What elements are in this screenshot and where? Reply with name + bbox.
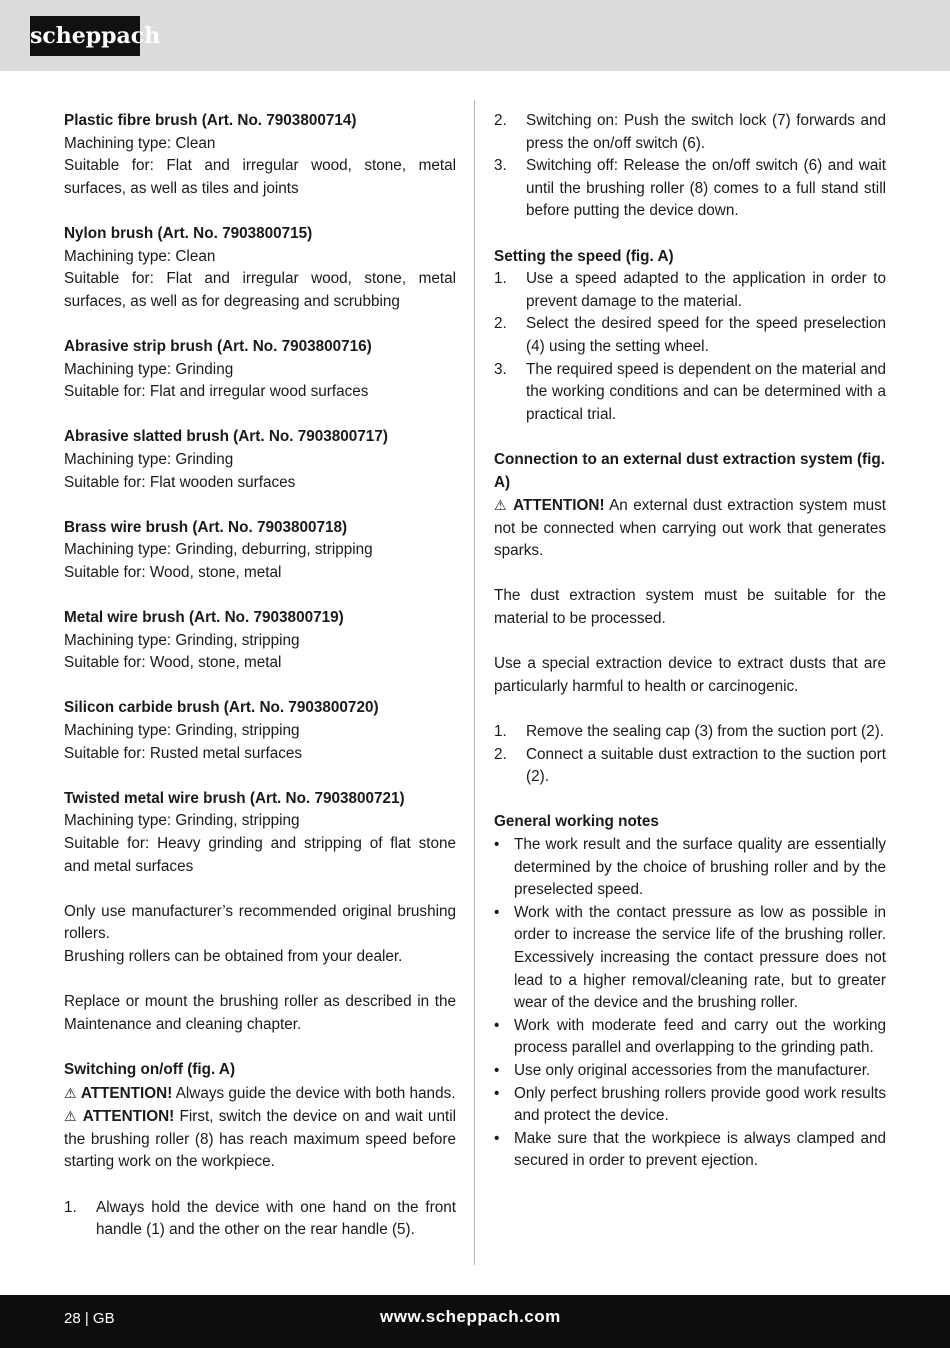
dust-suitable-text: The dust extraction system must be suitable for the material to be processed. bbox=[494, 587, 886, 628]
brush-suitable: Suitable for: Flat and irregular wood, stone, metal surfaces, as well as tiles and joints bbox=[64, 157, 456, 197]
step-number: 2. bbox=[494, 315, 507, 333]
numbered-step bbox=[494, 268, 886, 313]
brush-suitable: Suitable for: Flat and irregular wood, stone, metal surfaces, as well as for degreasing and scrubbing bbox=[64, 270, 456, 310]
brush-suitable: Suitable for: Wood, stone, metal bbox=[64, 654, 282, 672]
warning-triangle-icon: ⚠ bbox=[494, 497, 508, 514]
switching-heading: Switching on/off (fig. A) bbox=[64, 1060, 236, 1078]
column-divider bbox=[474, 100, 475, 1265]
brush-title: Plastic fibre brush (Art. No. 7903800714) bbox=[64, 112, 357, 129]
brush-title: Abrasive strip brush (Art. No. 7903800716) bbox=[64, 337, 372, 355]
list-item bbox=[494, 1128, 886, 1173]
list-item-text: Make sure that the workpiece is always clamped and secured in order to prevent ejection. bbox=[514, 1129, 886, 1170]
brush-type: Machining type: Grinding bbox=[64, 360, 234, 378]
notes-heading: General working notes bbox=[494, 813, 659, 831]
numbered-step bbox=[494, 155, 886, 223]
step-text: Switching on: Push the switch lock (7) forwards and press the on/off switch (6). bbox=[526, 112, 886, 152]
brush-type: Machining type: Clean bbox=[64, 247, 216, 265]
left-column bbox=[64, 110, 456, 1242]
attention-text: An external dust extraction system must not be connected when carrying out work that generates sparks. bbox=[494, 497, 886, 560]
bullet: • bbox=[494, 1129, 500, 1147]
step-number: 2. bbox=[494, 745, 507, 763]
bullet: • bbox=[494, 1084, 500, 1102]
numbered-step bbox=[494, 744, 886, 789]
step-text: Switching off: Release the on/off switch (6) and wait until the brushing roller (8) comes to a full stand still before putting the device down. bbox=[526, 157, 886, 220]
list-item-text: Only perfect brushing rollers provide good work results and protect the device. bbox=[514, 1084, 886, 1125]
step-number: 1. bbox=[64, 1198, 77, 1216]
only-use-text: Only use manufacturer’s recommended original brushing rollers. bbox=[64, 902, 456, 943]
page-footer bbox=[0, 1295, 950, 1348]
brush-type: Machining type: Grinding, stripping bbox=[64, 631, 300, 649]
step-text: Select the desired speed for the speed preselection (4) using the setting wheel. bbox=[526, 315, 886, 355]
bullet: • bbox=[494, 1061, 500, 1079]
attention-text: Always guide the device with both hands. bbox=[175, 1084, 456, 1102]
list-item bbox=[494, 1083, 886, 1128]
list-item bbox=[494, 1015, 886, 1060]
dust-special-text: Use a special extraction device to extract dusts that are particularly harmful to health or carcinogenic. bbox=[494, 655, 886, 695]
bullet: • bbox=[494, 1016, 500, 1034]
brush-type: Machining type: Grinding, stripping bbox=[64, 722, 300, 740]
attention-label: ATTENTION! bbox=[82, 1108, 175, 1126]
step-text: Connect a suitable dust extraction to the suction port (2). bbox=[526, 745, 886, 786]
scheppach-logo: scheppach bbox=[30, 16, 140, 56]
bullet: • bbox=[494, 903, 500, 921]
list-item-text: Work with the contact pressure as low as possible in order to increase the service life of the brushing roller. Excessively increasing the contact pressure does not lead to a higher removal/cleaning rate, but to greater wear of the device and the brushing roller. bbox=[514, 903, 886, 1012]
list-item bbox=[494, 834, 886, 902]
brush-title: Metal wire brush (Art. No. 7903800719) bbox=[64, 609, 344, 627]
step-number: 3. bbox=[494, 157, 507, 175]
list-item-text: Work with moderate feed and carry out the working process parallel and overlapping to the grinding path. bbox=[514, 1016, 886, 1057]
brush-suitable: Suitable for: Flat wooden surfaces bbox=[64, 473, 296, 491]
page-number: 28 | GB bbox=[64, 1310, 115, 1327]
numbered-step bbox=[494, 359, 886, 427]
list-item bbox=[494, 1060, 886, 1083]
attention-note bbox=[64, 1105, 456, 1174]
brush-type: Machining type: Grinding, stripping bbox=[64, 812, 300, 830]
brush-title: Brass wire brush (Art. No. 7903800718) bbox=[64, 518, 348, 536]
attention-note bbox=[64, 1082, 456, 1106]
attention-text: First, switch the device on and wait until the brushing roller (8) has reach maximum speed before starting work on the workpiece. bbox=[64, 1108, 456, 1171]
numbered-step bbox=[494, 721, 886, 744]
brush-title: Silicon carbide brush (Art. No. 7903800720) bbox=[64, 699, 379, 717]
step-number: 2. bbox=[494, 112, 507, 129]
speed-heading: Setting the speed (fig. A) bbox=[494, 247, 674, 265]
numbered-step bbox=[494, 110, 886, 155]
step-text: Remove the sealing cap (3) from the suction port (2). bbox=[526, 723, 884, 741]
warning-triangle-icon: ⚠ bbox=[64, 1084, 77, 1101]
brush-title: Twisted metal wire brush (Art. No. 7903800721) bbox=[64, 789, 405, 807]
step-text: The required speed is dependent on the material and the working conditions and can be determined with a practical trial. bbox=[526, 360, 886, 423]
brush-title: Nylon brush (Art. No. 7903800715) bbox=[64, 224, 313, 242]
brush-suitable: Suitable for: Heavy grinding and stripping of flat stone and metal surfaces bbox=[64, 835, 456, 875]
obtained-text: Brushing rollers can be obtained from your dealer. bbox=[64, 947, 403, 965]
brush-type: Machining type: Clean bbox=[64, 134, 216, 152]
brush-suitable: Suitable for: Flat and irregular wood surfaces bbox=[64, 383, 369, 401]
attention-label: ATTENTION! bbox=[513, 497, 605, 515]
list-item-text: The work result and the surface quality are essentially determined by the choice of brushing roller and by the preselected speed. bbox=[514, 836, 886, 899]
step-text: Always hold the device with one hand on the front handle (1) and the other on the rear handle (5). bbox=[96, 1198, 456, 1239]
numbered-step bbox=[64, 1197, 456, 1242]
step-number: 1. bbox=[494, 723, 507, 741]
step-number: 1. bbox=[494, 270, 507, 288]
attention-label: ATTENTION! bbox=[80, 1084, 173, 1102]
brush-suitable: Suitable for: Rusted metal surfaces bbox=[64, 744, 303, 762]
replace-text: Replace or mount the brushing roller as described in the Maintenance and cleaning chapter. bbox=[64, 993, 456, 1033]
brush-type: Machining type: Grinding, deburring, stripping bbox=[64, 541, 373, 559]
brush-type: Machining type: Grinding bbox=[64, 450, 234, 468]
step-number: 3. bbox=[494, 360, 507, 378]
warning-triangle-icon: ⚠ bbox=[64, 1108, 78, 1125]
dust-heading: Connection to an external dust extraction system (fig. A) bbox=[494, 450, 885, 491]
numbered-step bbox=[494, 313, 886, 358]
list-item-text: Use only original accessories from the manufacturer. bbox=[514, 1061, 871, 1079]
brush-suitable: Suitable for: Wood, stone, metal bbox=[64, 563, 282, 581]
right-column bbox=[494, 110, 886, 1173]
page-header bbox=[0, 0, 950, 71]
brush-title: Abrasive slatted brush (Art. No. 7903800717) bbox=[64, 428, 388, 446]
bullet: • bbox=[494, 836, 500, 853]
step-text: Use a speed adapted to the application in order to prevent damage to the material. bbox=[526, 270, 886, 310]
list-item bbox=[494, 902, 886, 1015]
website-link[interactable]: www.scheppach.com bbox=[380, 1307, 561, 1326]
attention-note bbox=[494, 494, 886, 563]
